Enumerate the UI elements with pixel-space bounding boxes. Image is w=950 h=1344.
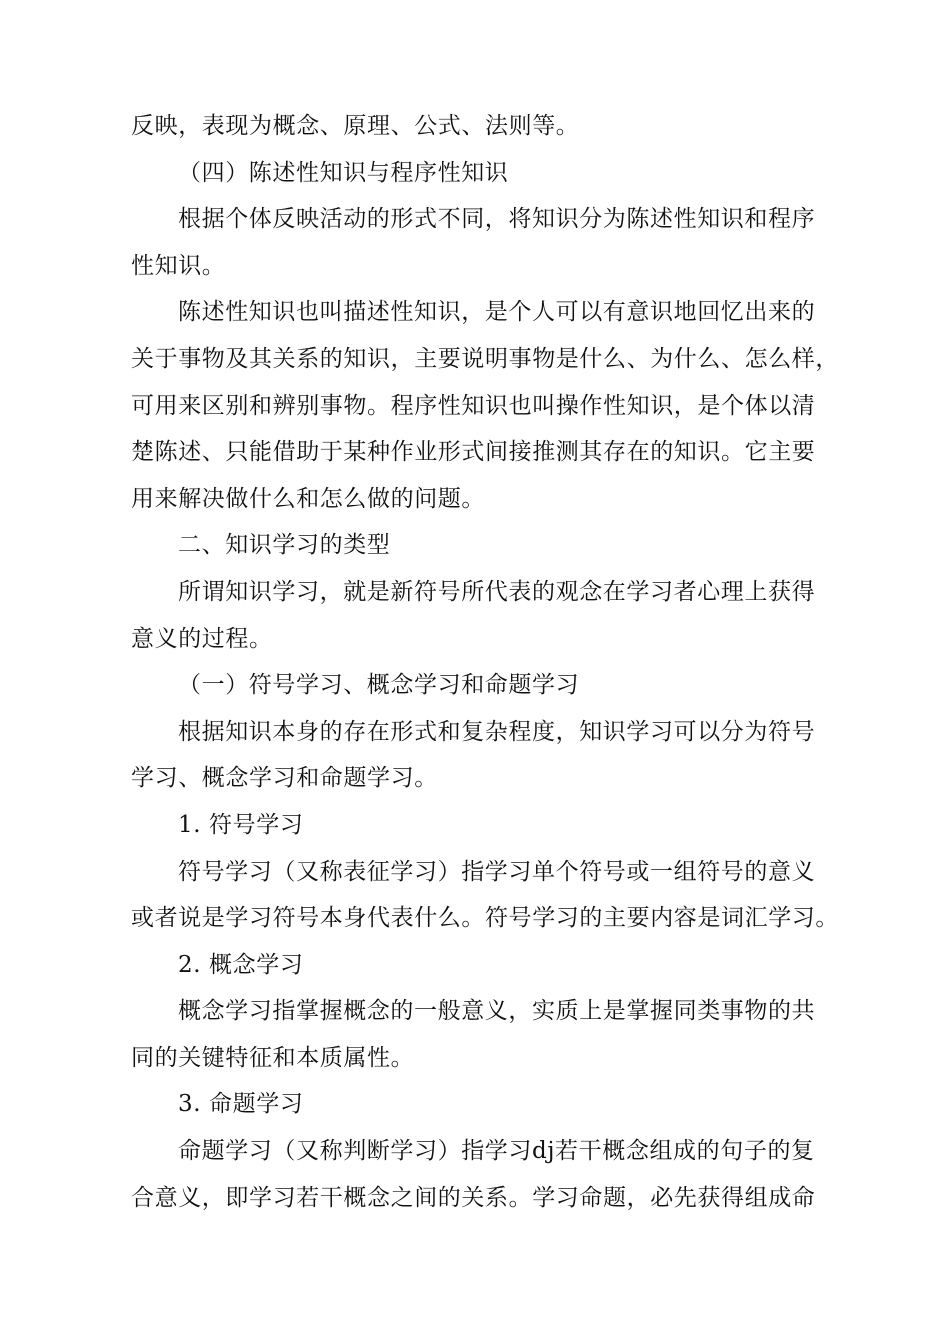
text-line: 可用来区别和辨别事物。程序性知识也叫操作性知识，是个体以清 — [131, 392, 816, 419]
text-line: 合意义，即学习若干概念之间的关系。学习命题，必先获得组成命 — [131, 1184, 816, 1211]
text-line: 3. 命题学习 — [178, 1091, 304, 1118]
text-line: 二、知识学习的类型 — [178, 532, 391, 559]
document-body — [131, 103, 839, 1221]
text-line: 用来解决做什么和怎么做的问题。 — [131, 485, 485, 512]
text-line: 性知识。 — [131, 252, 226, 279]
text-line: 学习、概念学习和命题学习。 — [131, 765, 438, 792]
text-line: 反映，表现为概念、原理、公式、法则等。 — [131, 113, 580, 139]
text-line: （一）符号学习、概念学习和命题学习 — [178, 672, 580, 699]
text-line: 1. 符号学习 — [178, 811, 304, 838]
text-line: 意义的过程。 — [131, 625, 273, 652]
text-line: 命题学习（又称判断学习）指学习dj若干概念组成的句子的复 — [178, 1138, 815, 1165]
text-line: 根据知识本身的存在形式和复杂程度，知识学习可以分为符号 — [178, 718, 816, 745]
text-line: 根据个体反映活动的形式不同，将知识分为陈述性知识和程序 — [178, 206, 816, 233]
text-line: 2. 概念学习 — [178, 951, 304, 978]
text-line: （四）陈述性知识与程序性知识 — [178, 159, 509, 186]
text-lines — [131, 103, 839, 1221]
text-line: 或者说是学习符号本身代表什么。符号学习的主要内容是词汇学习。 — [131, 905, 839, 932]
text-line: 概念学习指掌握概念的一般意义，实质上是掌握同类事物的共 — [178, 998, 816, 1025]
text-line: 楚陈述、只能借助于某种作业形式间接推测其存在的知识。它主要 — [131, 439, 816, 466]
text-line: 符号学习（又称表征学习）指学习单个符号或一组符号的意义 — [178, 858, 816, 885]
text-line: 所谓知识学习，就是新符号所代表的观念在学习者心理上获得 — [178, 578, 816, 605]
text-line: 陈述性知识也叫描述性知识，是个人可以有意识地回忆出来的 — [178, 299, 816, 326]
text-line: 关于事物及其关系的知识，主要说明事物是什么、为什么、怎么样， — [131, 345, 839, 372]
text-line: 同的关键特征和本质属性。 — [131, 1044, 415, 1071]
